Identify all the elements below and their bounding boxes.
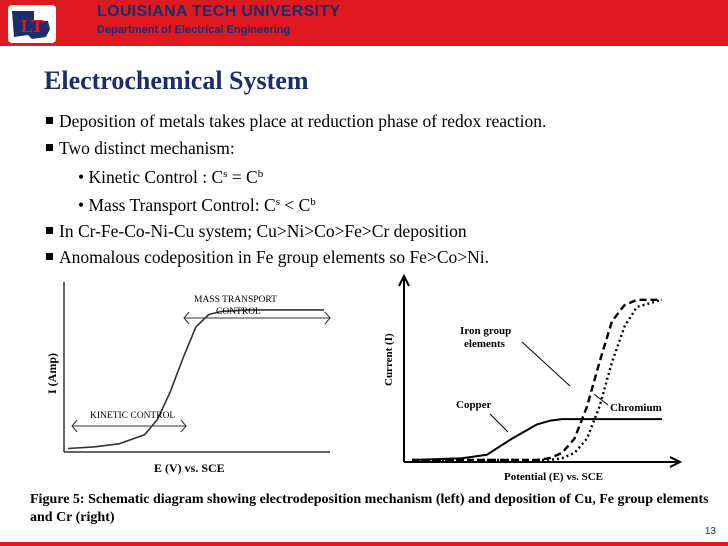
header-bar	[0, 0, 728, 46]
bullet-item	[46, 247, 489, 268]
bullet-item	[46, 138, 235, 159]
square-bullet-icon	[46, 144, 53, 151]
x-axis-label: E (V) vs. SCE	[154, 461, 225, 475]
annotation-iron-group: Iron group	[460, 325, 512, 337]
annotation-kinetic-control: KINETIC CONTROL	[90, 411, 176, 421]
annotation-mass-transport: MASS TRANSPORT	[194, 295, 277, 305]
annotation-copper: Copper	[456, 399, 492, 411]
annotation-chromium: Chromium	[610, 402, 662, 414]
square-bullet-icon	[46, 117, 53, 124]
bullet-item	[46, 221, 467, 242]
bullet-item	[46, 111, 546, 132]
bullet-text: Two distinct mechanism:	[59, 138, 235, 158]
square-bullet-icon	[46, 253, 53, 260]
bullet-text: In Cr-Fe-Co-Ni-Cu system; Cu>Ni>Co>Fe>Cr deposition	[59, 221, 467, 241]
y-axis-label: I (Amp)	[45, 353, 59, 394]
x-axis-label: Potential (E) vs. SCE	[504, 471, 603, 483]
y-axis-label: Current (I)	[383, 333, 395, 386]
square-bullet-icon	[46, 227, 53, 234]
sub-bullet-kinetic: • Kinetic Control : $C^s = C^b$	[78, 167, 264, 187]
page-number: 13	[704, 526, 716, 537]
annotation-elements: elements	[464, 338, 505, 350]
footer-bar	[0, 542, 728, 546]
annotation-control: CONTROL	[216, 307, 261, 317]
university-logo	[6, 3, 58, 45]
university-name: LOUISIANA TECH UNIVERSITY	[97, 3, 341, 20]
figure-caption: Figure 5: Schematic diagram showing electrodeposition mechanism (left) and deposition of Cu, Fe group elements and Cr (right)	[30, 492, 709, 525]
department-name: Department of Electrical Engineering	[97, 24, 291, 36]
logo-text: LT	[21, 16, 44, 36]
bullet-text: Deposition of metals takes place at reduction phase of redox reaction.	[59, 111, 547, 131]
mechanism-chart	[34, 276, 336, 486]
bullet-text: Anomalous codeposition in Fe group elements so Fe>Co>Ni.	[59, 247, 489, 267]
deposition-chart	[372, 274, 692, 488]
sub-bullet-mass-transport: • Mass Transport Control: $C^s < C^b$	[78, 195, 316, 215]
slide-title: Electrochemical System	[44, 66, 309, 95]
